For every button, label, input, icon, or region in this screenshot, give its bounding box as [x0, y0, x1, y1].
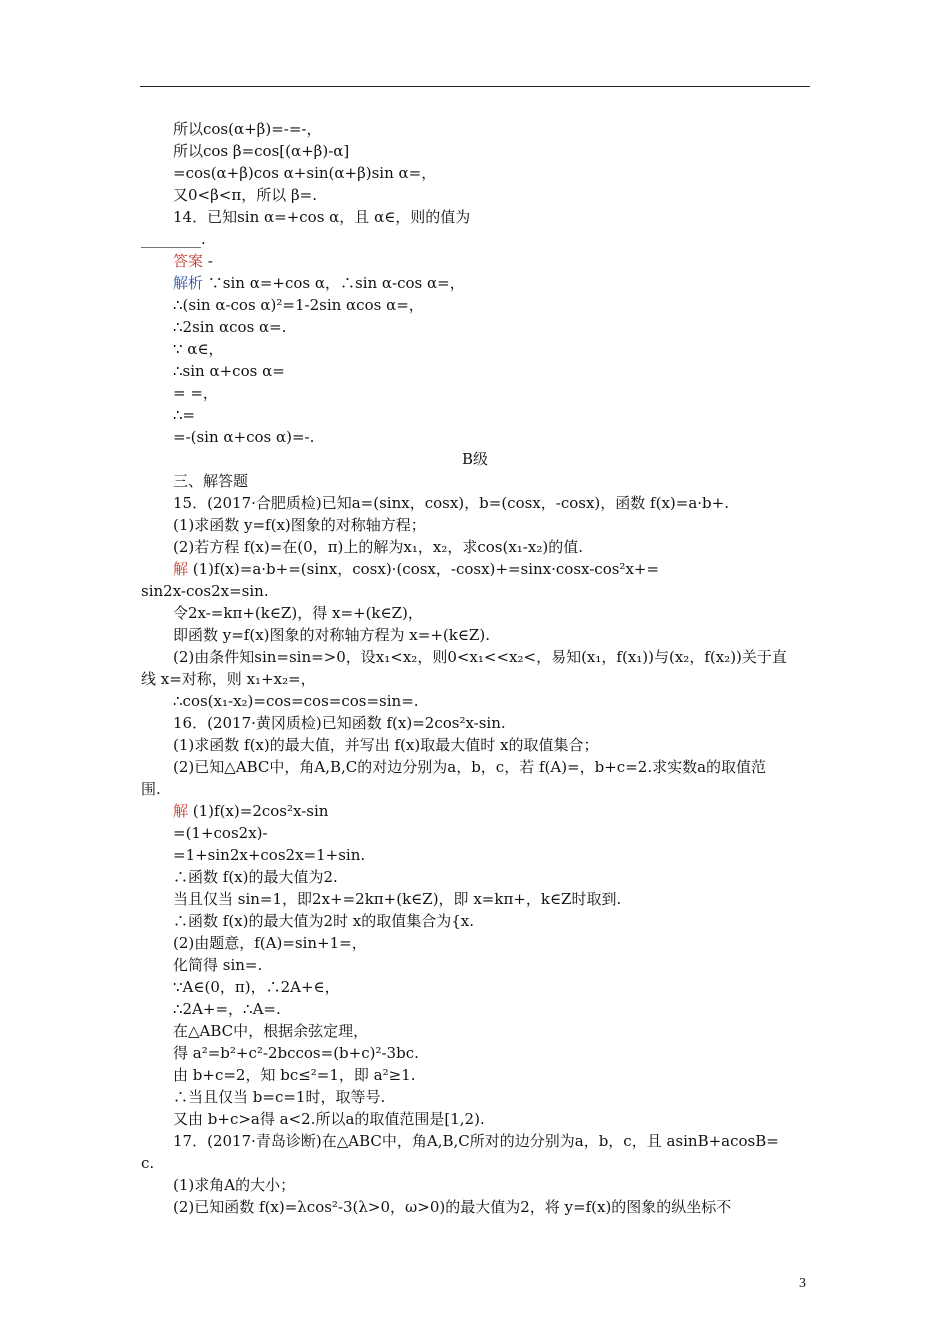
text-line	[141, 140, 809, 162]
line-text: (2)已知函数 f(x)=λcos²-3(λ>0，ω>0)的最大值为2，将 y=f(x)的图象的纵坐标不	[173, 1198, 732, 1216]
text-line	[141, 1064, 809, 1086]
text-line	[141, 1020, 809, 1042]
line-text: 14．已知sin α=+cos α，且 α∈，则的值为	[173, 208, 471, 226]
text-line	[141, 338, 809, 360]
text-line	[141, 844, 809, 866]
text-line	[141, 536, 809, 558]
line-text: 当且仅当 sin=1，即2x+=2kπ+(k∈Z)，即 x=kπ+，k∈Z时取到.	[173, 890, 622, 908]
line-text: 三、解答题	[173, 472, 249, 490]
line-text: (1)求函数 f(x)的最大值，并写出 f(x)取最大值时 x的取值集合；	[173, 736, 599, 754]
line-text: 得 a²=b²+c²-2bccos=(b+c)²-3bc.	[173, 1044, 419, 1062]
text-line	[141, 316, 809, 338]
text-line	[141, 690, 809, 712]
text-line	[141, 470, 809, 492]
line-text: ∵A∈(0，π)，∴2A+∈，	[173, 978, 340, 996]
line-text: (1)求函数 y=f(x)图象的对称轴方程；	[173, 516, 426, 534]
text-line	[141, 448, 809, 470]
text-line	[141, 206, 809, 228]
text-line	[141, 932, 809, 954]
text-line	[141, 646, 809, 668]
text-line	[141, 624, 809, 646]
text-line	[141, 734, 809, 756]
text-line	[141, 668, 809, 690]
line-text: 即函数 y=f(x)图象的对称轴方程为 x=+(k∈Z).	[173, 626, 490, 644]
text-line	[141, 294, 809, 316]
text-line	[141, 822, 809, 844]
answer-tag: 解	[173, 560, 189, 578]
text-line	[141, 712, 809, 734]
line-text: ∴2A+=，∴A=.	[173, 1000, 281, 1018]
text-line	[141, 360, 809, 382]
text-line	[141, 1108, 809, 1130]
text-line	[141, 118, 809, 140]
line-text: ∵ α∈，	[173, 340, 224, 358]
line-text: ∴=	[173, 406, 196, 424]
line-text: =1+sin2x+cos2x=1+sin.	[173, 846, 366, 864]
line-text: ________.	[141, 230, 206, 248]
line-text: c.	[141, 1154, 155, 1172]
line-text: (2)由条件知sin=sin=>0，设x₁<x₂，则0<x₁<<x₂<，易知(x₁，f(x₁))与(x₂，f(x₂))关于直	[173, 648, 787, 666]
line-text: 化简得 sin=.	[173, 956, 263, 974]
text-line	[141, 888, 809, 910]
text-line	[141, 580, 809, 602]
line-text: = =，	[173, 384, 218, 402]
page-number: 3	[799, 1276, 806, 1291]
line-text: 令2x-=kπ+(k∈Z)，得 x=+(k∈Z)，	[173, 604, 423, 622]
line-text: 所以cos(α+β)=-=-，	[173, 120, 322, 138]
line-text: ∴当且仅当 b=c=1时，取等号.	[173, 1088, 386, 1106]
text-line	[141, 998, 809, 1020]
line-text: (2)若方程 f(x)=在(0，π)上的解为x₁，x₂，求cos(x₁-x₂)的值.	[173, 538, 583, 556]
text-line	[141, 426, 809, 448]
text-line	[141, 602, 809, 624]
line-text: (1)f(x)=a·b+=(sinx，cosx)·(cosx，-cosx)+=sinx·cosx-cos²x+=	[188, 560, 660, 578]
text-line	[141, 1042, 809, 1064]
answer-tag: 解析	[173, 274, 204, 292]
line-text: (2)已知△ABC中，角A,B,C的对边分别为a，b，c，若 f(A)=，b+c=2.求实数a的取值范	[173, 758, 767, 776]
text-line	[141, 954, 809, 976]
text-line	[141, 514, 809, 536]
line-text: 16．(2017·黄冈质检)已知函数 f(x)=2cos²x-sin.	[173, 714, 506, 732]
line-text: 线 x=对称，则 x₁+x₂=，	[141, 670, 316, 688]
line-text: ∴sin α+cos α=	[173, 362, 285, 380]
text-line	[141, 866, 809, 888]
line-text: 又由 b+c>a得 a<2.所以a的取值范围是[1,2).	[173, 1110, 485, 1128]
text-line	[141, 382, 809, 404]
line-text: 又0<β<π，所以 β=.	[173, 186, 317, 204]
line-text: ∵sin α=+cos α，∴sin α-cos α=，	[203, 274, 465, 292]
text-line	[141, 910, 809, 932]
line-text: ∴cos(x₁-x₂)=cos=cos=cos=sin=.	[173, 692, 419, 710]
text-line	[141, 404, 809, 426]
line-text: ∴(sin α-cos α)²=1-2sin αcos α=，	[173, 296, 424, 314]
text-line	[141, 162, 809, 184]
header-rule	[140, 86, 810, 87]
line-text: =-(sin α+cos α)=-.	[173, 428, 315, 446]
text-line	[141, 1196, 809, 1218]
line-text: ∴2sin αcos α=.	[173, 318, 287, 336]
line-text: =(1+cos2x)-	[173, 824, 268, 842]
text-line	[141, 1152, 809, 1174]
text-line	[141, 1086, 809, 1108]
text-line	[141, 228, 809, 250]
line-text: 在△ABC中，根据余弦定理，	[173, 1022, 369, 1040]
page-body	[141, 118, 809, 1218]
line-text: 15．(2017·合肥质检)已知a=(sinx，cosx)，b=(cosx，-cosx)，函数 f(x)=a·b+.	[173, 494, 729, 512]
text-line	[141, 756, 809, 778]
text-line	[141, 778, 809, 800]
answer-tag: 解	[173, 802, 189, 820]
line-text: (1)f(x)=2cos²x-sin	[188, 802, 329, 820]
text-line	[141, 1130, 809, 1152]
text-line	[141, 1174, 809, 1196]
text-line	[141, 272, 809, 294]
line-text: 所以cos β=cos[(α+β)-α]	[173, 142, 350, 160]
line-text: =cos(α+β)cos α+sin(α+β)sin α=，	[173, 164, 437, 182]
text-line	[141, 250, 809, 272]
text-line	[141, 976, 809, 998]
line-text: 围.	[141, 780, 161, 798]
line-text: 由 b+c=2，知 bc≤²=1，即 a²≥1.	[173, 1066, 416, 1084]
line-text: ∴函数 f(x)的最大值为2.	[173, 868, 338, 886]
line-text: ∴函数 f(x)的最大值为2时 x的取值集合为{x.	[173, 912, 475, 930]
text-line	[141, 184, 809, 206]
text-line	[141, 558, 809, 580]
text-line	[141, 492, 809, 514]
line-text: 17．(2017·青岛诊断)在△ABC中，角A,B,C所对的边分别为a，b，c，且 asinB+acosB=	[173, 1132, 779, 1150]
line-text: -	[203, 252, 213, 270]
line-text: sin2x-cos2x=sin.	[141, 582, 269, 600]
line-text: (1)求角A的大小；	[173, 1176, 296, 1194]
line-text: (2)由题意，f(A)=sin+1=，	[173, 934, 367, 952]
line-text: B级	[461, 450, 489, 468]
answer-tag: 答案	[173, 252, 204, 270]
text-line	[141, 800, 809, 822]
